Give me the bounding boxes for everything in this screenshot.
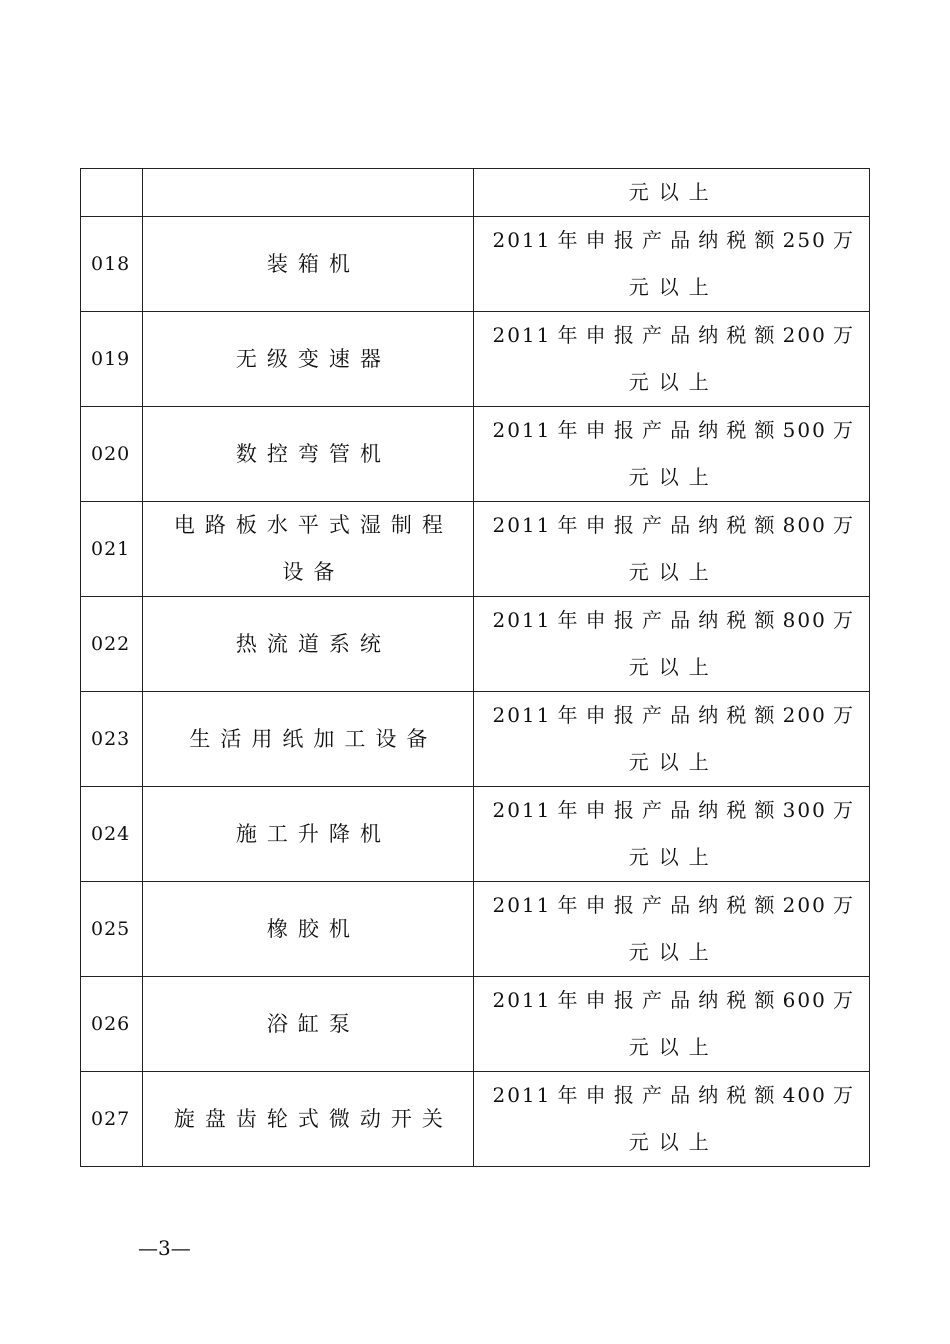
requirement-cell: [474, 787, 870, 882]
product-code: 019: [81, 312, 143, 407]
requirement-tail: 元以上: [628, 560, 719, 584]
requirement-cell: [474, 169, 870, 217]
requirement-cell: [474, 407, 870, 502]
requirement-tail: 元以上: [628, 1130, 719, 1154]
product-name: 橡胶机: [143, 882, 474, 977]
requirement-cell: [474, 977, 870, 1072]
requirement-text: 2011年申报产品纳税额200万: [492, 893, 855, 917]
requirement-tail: 元以上: [628, 750, 719, 774]
requirement-cell: [474, 217, 870, 312]
page-number: —3—: [138, 1236, 191, 1260]
requirement-cell: [474, 882, 870, 977]
product-code: 018: [81, 217, 143, 312]
product-name: 生活用纸加工设备: [143, 692, 474, 787]
product-code: 027: [81, 1072, 143, 1167]
requirement-text: 2011年申报产品纳税额250万: [492, 228, 855, 252]
requirement-text: 2011年申报产品纳税额600万: [492, 988, 855, 1012]
table-row: [81, 217, 870, 312]
product-name: 旋盘齿轮式微动开关: [143, 1072, 474, 1167]
requirement-text: 2011年申报产品纳税额400万: [492, 1083, 855, 1107]
table-row: [81, 787, 870, 882]
product-name: 无级变速器: [143, 312, 474, 407]
product-code: 022: [81, 597, 143, 692]
table-row: [81, 407, 870, 502]
requirement-tail: 元以上: [628, 370, 719, 394]
requirement-text: 2011年申报产品纳税额800万: [492, 513, 855, 537]
product-name: 热流道系统: [143, 597, 474, 692]
requirement-tail: 元以上: [628, 1035, 719, 1059]
requirement-cell: [474, 502, 870, 597]
product-name: 装箱机: [143, 217, 474, 312]
requirement-text: 2011年申报产品纳税额500万: [492, 418, 855, 442]
product-table: [80, 168, 870, 1167]
requirement-tail: 元以上: [628, 655, 719, 679]
table-row: [81, 312, 870, 407]
product-name: [143, 169, 474, 217]
table-row: [81, 1072, 870, 1167]
requirement-text: 2011年申报产品纳税额800万: [492, 608, 855, 632]
product-name: 施工升降机: [143, 787, 474, 882]
product-code: 024: [81, 787, 143, 882]
table-row: [81, 169, 870, 217]
product-code: 023: [81, 692, 143, 787]
product-name: 电路板水平式湿制程设备: [143, 502, 474, 597]
requirement-tail: 元以上: [628, 845, 719, 869]
table-row: [81, 882, 870, 977]
product-code: 020: [81, 407, 143, 502]
product-name: 浴缸泵: [143, 977, 474, 1072]
product-code: 026: [81, 977, 143, 1072]
product-code: 025: [81, 882, 143, 977]
requirement-text: 2011年申报产品纳税额200万: [492, 703, 855, 727]
product-code: 021: [81, 502, 143, 597]
requirement-tail: 元以上: [628, 940, 719, 964]
requirement-continuation: 元以上: [628, 180, 719, 204]
requirement-cell: [474, 1072, 870, 1167]
requirement-tail: 元以上: [628, 465, 719, 489]
requirement-text: 2011年申报产品纳税额200万: [492, 323, 855, 347]
requirement-cell: [474, 312, 870, 407]
requirement-text: 2011年申报产品纳税额300万: [492, 798, 855, 822]
table-row: [81, 977, 870, 1072]
requirement-cell: [474, 692, 870, 787]
table-row: [81, 502, 870, 597]
requirement-cell: [474, 597, 870, 692]
table-row: [81, 692, 870, 787]
product-name: 数控弯管机: [143, 407, 474, 502]
requirement-tail: 元以上: [628, 275, 719, 299]
table-row: [81, 597, 870, 692]
product-code: [81, 169, 143, 217]
